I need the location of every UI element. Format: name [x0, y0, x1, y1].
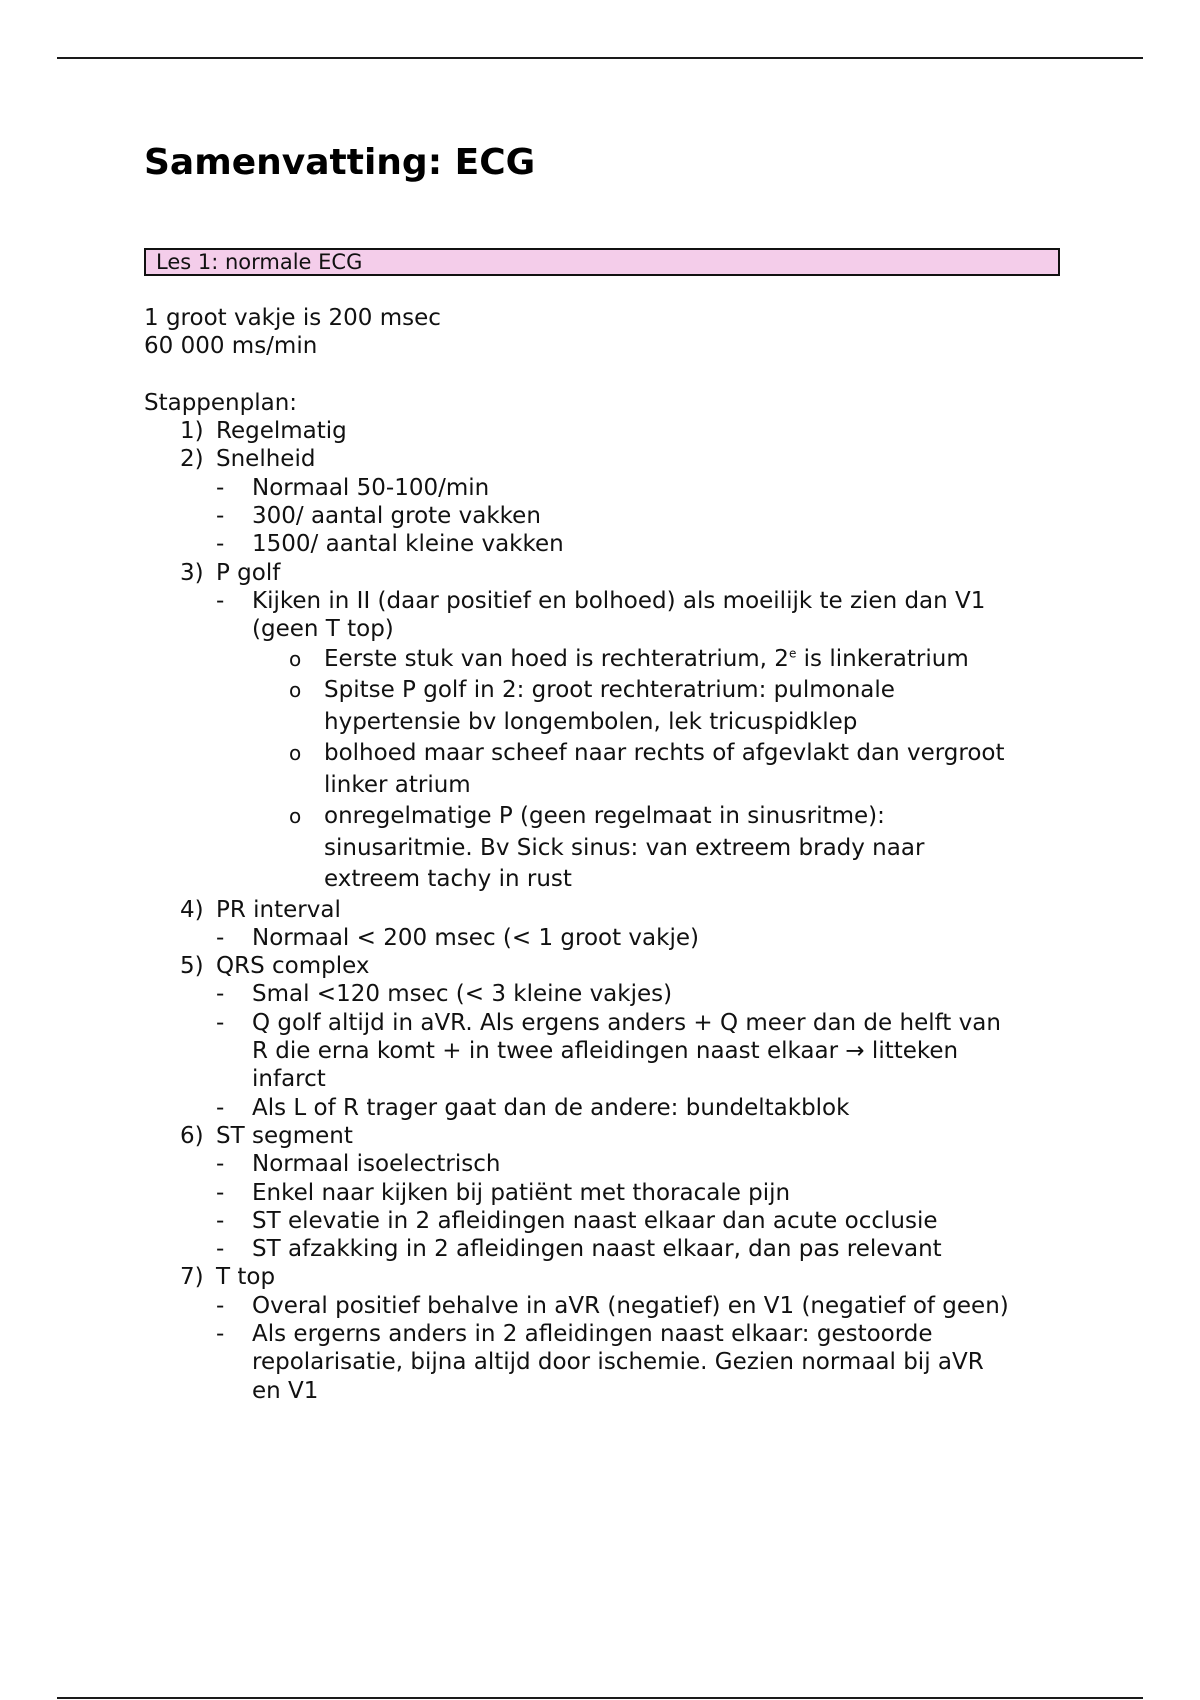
dash-bullet: -: [216, 1151, 225, 1178]
sub-list-item-continuation: [144, 707, 1064, 739]
header-rule: [57, 57, 1143, 59]
step-label: QRS complex: [216, 953, 370, 980]
intro-line: 60 000 ms/min: [144, 333, 318, 360]
list-item-text: ST elevatie in 2 afleidingen naast elkaar dan acute occlusie: [252, 1207, 938, 1234]
dash-bullet: -: [216, 1207, 225, 1234]
list-item-continuation: [144, 1377, 1064, 1405]
step-number: 2): [180, 446, 204, 473]
page-title: Samenvatting: ECG: [144, 142, 536, 183]
list-item: [144, 1009, 1064, 1037]
list-item: [144, 1207, 1064, 1235]
step-number: 5): [180, 953, 204, 980]
list-item: [144, 530, 1064, 558]
list-item: [144, 474, 1064, 502]
list-item-continuation: [144, 615, 1064, 643]
step-number: 4): [180, 896, 204, 923]
circle-bullet: o: [289, 741, 302, 766]
dash-bullet: -: [216, 474, 225, 501]
step-number: 3): [180, 559, 204, 586]
list-item-text: Normaal 50-100/min: [252, 474, 490, 501]
lesson-header-box: Les 1: normale ECG: [144, 248, 1060, 276]
step-label: Snelheid: [216, 446, 316, 473]
sub-list-item: [144, 738, 1064, 770]
list-item-text: infarct: [252, 1066, 326, 1093]
list-item: [144, 1150, 1064, 1178]
list-item-text: Enkel naar kijken bij patiënt met thoracale pijn: [252, 1179, 791, 1206]
list-item: [144, 1235, 1064, 1263]
dash-bullet: -: [216, 1094, 225, 1121]
circle-bullet: o: [289, 804, 302, 829]
plan-heading: Stappenplan:: [144, 389, 298, 416]
list-item-text: Smal <120 msec (< 3 kleine vakjes): [252, 981, 673, 1008]
list-item-text: R die erna komt + in twee afleidingen naast elkaar → litteken: [252, 1038, 959, 1065]
list-item-text: 300/ aantal grote vakken: [252, 503, 541, 530]
dash-bullet: -: [216, 1009, 225, 1036]
step-item: [144, 1263, 1064, 1291]
step-label: PR interval: [216, 896, 341, 923]
dash-bullet: -: [216, 1236, 225, 1263]
list-item-text: ST afzakking in 2 afleidingen naast elkaar, dan pas relevant: [252, 1236, 942, 1263]
step-label: Regelmatig: [216, 418, 347, 445]
list-item-text: Als ergerns anders in 2 afleidingen naast elkaar: gestoorde: [252, 1321, 933, 1348]
sub-item-text: Eerste stuk van hoed is rechteratrium, 2: [324, 645, 789, 672]
sub-list-item-continuation: [144, 864, 1064, 896]
sub-item-text: bolhoed maar scheef naar rechts of afgevlakt dan vergroot: [324, 740, 1005, 767]
list-item: [144, 1292, 1064, 1320]
dash-bullet: -: [216, 1321, 225, 1348]
sub-item-text: hypertensie bv longembolen, lek tricuspidklep: [324, 708, 858, 735]
step-number: 6): [180, 1122, 204, 1149]
list-item-text: Normaal isoelectrisch: [252, 1151, 501, 1178]
list-item-text: 1500/ aantal kleine vakken: [252, 531, 564, 558]
dash-bullet: -: [216, 503, 225, 530]
list-item-text: repolarisatie, bijna altijd door ischemie. Gezien normaal bij aVR: [252, 1349, 984, 1376]
list-item: [144, 980, 1064, 1008]
step-item: [144, 445, 1064, 473]
step-label: T top: [216, 1264, 276, 1291]
step-label: P golf: [216, 559, 281, 586]
intro-line: 1 groot vakje is 200 msec: [144, 305, 441, 331]
step-item: [144, 1122, 1064, 1150]
list-item-continuation: [144, 1348, 1064, 1376]
sub-list-item-continuation: [144, 770, 1064, 802]
dash-bullet: -: [216, 531, 225, 558]
dash-bullet: -: [216, 1179, 225, 1206]
sub-item-text: is linkeratrium: [796, 645, 969, 672]
sub-list-item-continuation: [144, 833, 1064, 865]
sub-list-item: [144, 675, 1064, 707]
step-item: [144, 559, 1064, 587]
list-item-text: en V1: [252, 1377, 319, 1404]
list-item: [144, 1320, 1064, 1348]
dash-bullet: -: [216, 981, 225, 1008]
list-item-continuation: [144, 1065, 1064, 1093]
circle-bullet: o: [289, 646, 302, 671]
step-number: 1): [180, 418, 204, 445]
list-item-text: Overal positief behalve in aVR (negatief) en V1 (negatief of geen): [252, 1292, 1009, 1319]
list-item-text: Als L of R trager gaat dan de andere: bundeltakblok: [252, 1094, 850, 1121]
sub-list-item: [144, 801, 1064, 833]
circle-bullet: o: [289, 678, 302, 703]
step-item: [144, 417, 1064, 445]
step-item: [144, 896, 1064, 924]
list-item-continuation: [144, 1037, 1064, 1065]
list-item: [144, 924, 1064, 952]
sub-list-item: [144, 644, 1064, 676]
step-number: 7): [180, 1264, 204, 1291]
list-item-text: Kijken in II (daar positief en bolhoed) als moeilijk te zien dan V1: [252, 587, 986, 614]
footer-rule: [57, 1697, 1143, 1699]
sub-item-text: extreem tachy in rust: [324, 866, 572, 893]
list-item: [144, 502, 1064, 530]
sub-item-text: Spitse P golf in 2: groot rechteratrium: pulmonale: [324, 677, 895, 704]
sub-item-text: onregelmatige P (geen regelmaat in sinusritme):: [324, 803, 885, 830]
dash-bullet: -: [216, 1292, 225, 1319]
dash-bullet: -: [216, 587, 225, 614]
list-item: [144, 587, 1064, 615]
step-label: ST segment: [216, 1122, 353, 1149]
list-item-text: Q golf altijd in aVR. Als ergens anders + Q meer dan de helft van: [252, 1009, 1001, 1036]
list-item-text: (geen T top): [252, 616, 394, 643]
sub-item-text: linker atrium: [324, 771, 471, 798]
sub-item-text: sinusaritmie. Bv Sick sinus: van extreem brady naar: [324, 834, 925, 861]
superscript: e: [788, 645, 797, 660]
step-item: [144, 952, 1064, 980]
list-item: [144, 1179, 1064, 1207]
list-item-text: Normaal < 200 msec (< 1 groot vakje): [252, 924, 699, 951]
document-page: [144, 140, 1064, 1405]
list-item: [144, 1094, 1064, 1122]
dash-bullet: -: [216, 924, 225, 951]
